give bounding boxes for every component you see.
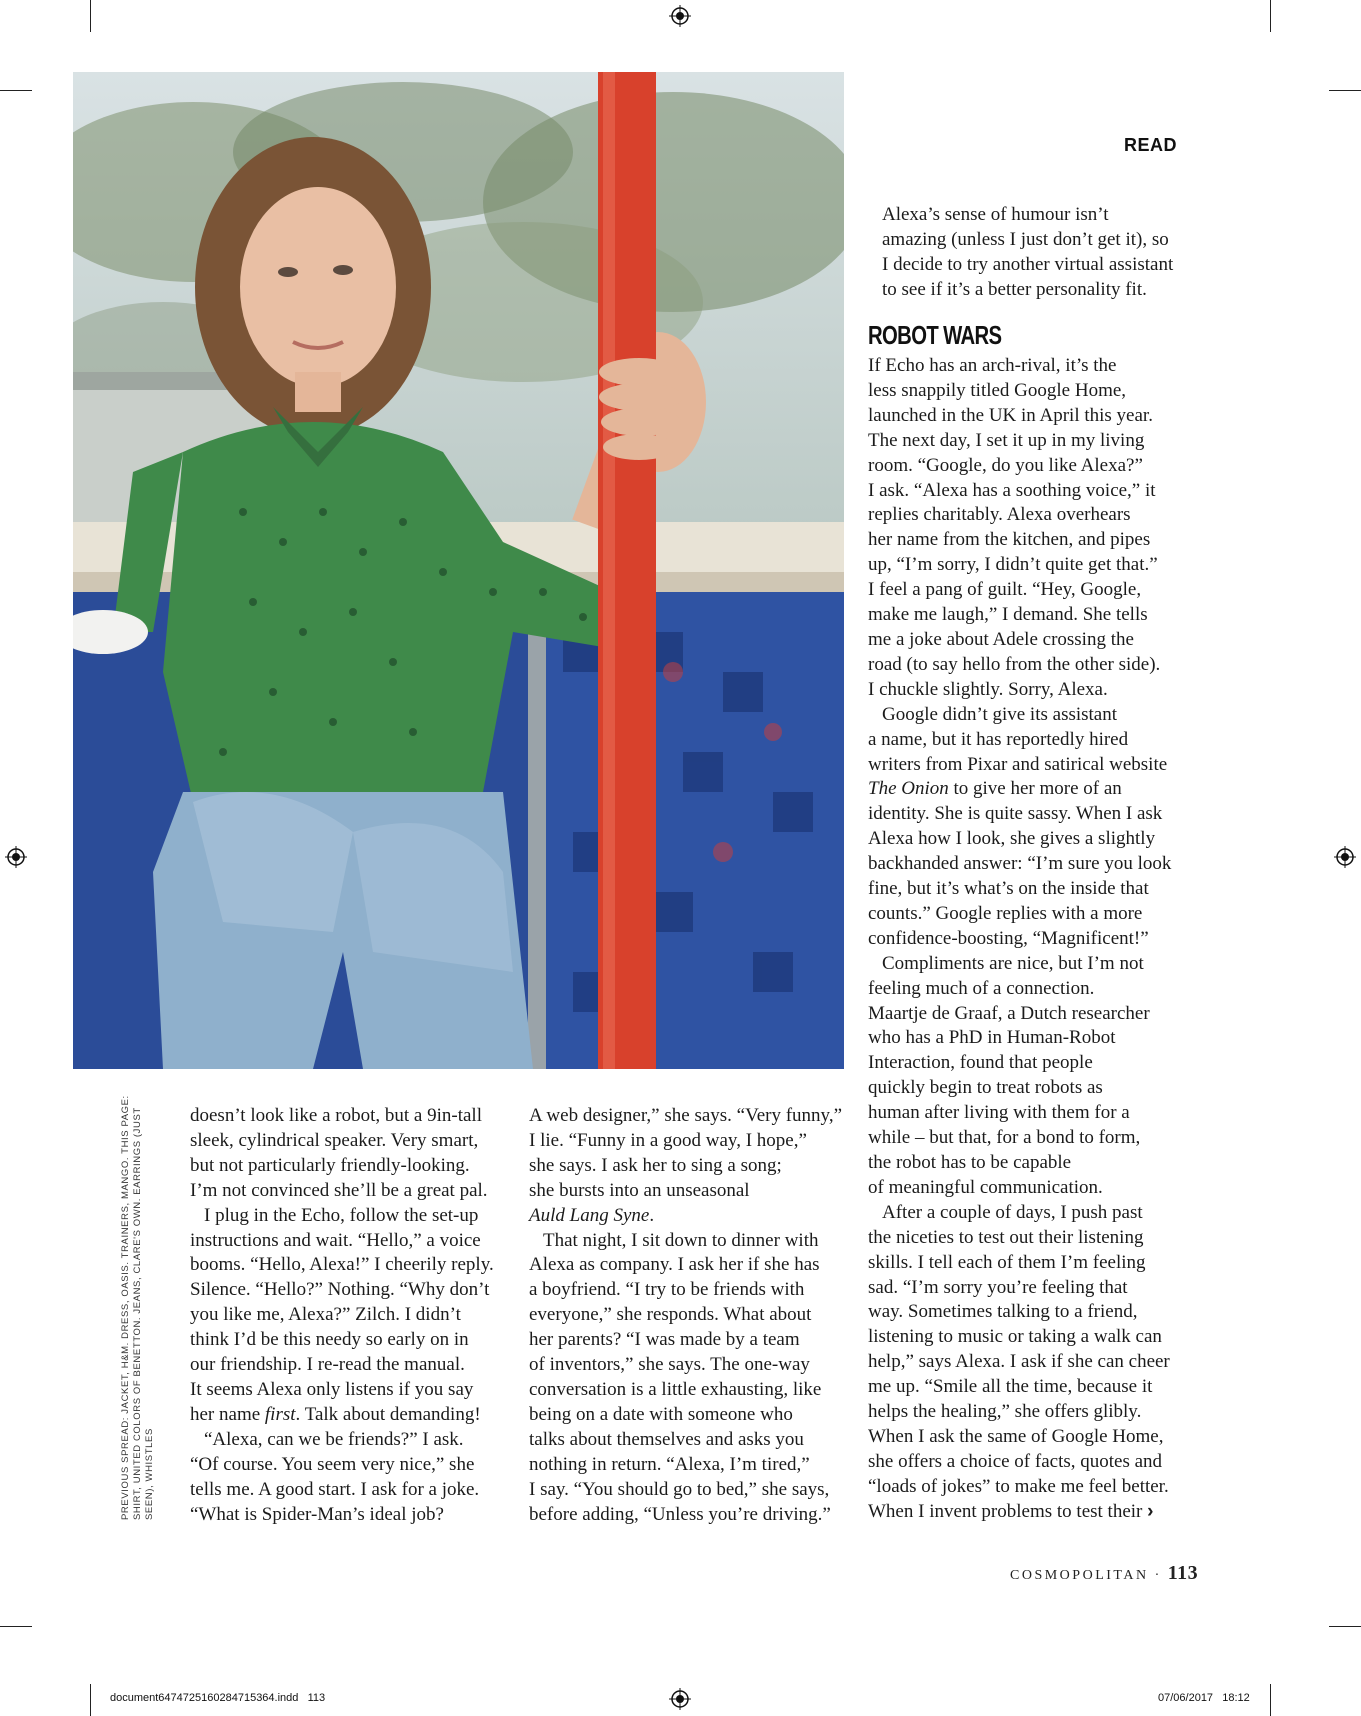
emphasis-word: first (264, 1403, 296, 1425)
text-line: a boyfriend. “I try to be friends with (529, 1279, 805, 1301)
text-line: tells me. A good start. I ask for a joke. (190, 1478, 480, 1500)
text-line: feeling much of a connection. (868, 977, 1095, 999)
text-line: Alexa’s sense of humour isn’t (882, 204, 1109, 225)
fashion-credits: PREVIOUS SPREAD: JACKET, H&M. DRESS, OASIS. TRAINERS, MANGO. THIS PAGE: SHIRT, UNITED COLORS OF BENETTON. JEANS, CLARE'S OWN. EARRINGS (JUST SEEN), WHISTLES (120, 1095, 155, 1520)
text-line: her name from the kitchen, and pipes (868, 529, 1151, 551)
text-line: before adding, “Unless you’re driving.” (529, 1503, 831, 1525)
text-line: I plug in the Echo, follow the set-up (204, 1204, 479, 1226)
text-line: booms. “Hello, Alexa!” I cheerily reply. (190, 1254, 494, 1276)
text-line: I decide to try another virtual assistant (882, 253, 1174, 275)
song-title: Auld Lang Syne (529, 1204, 650, 1226)
text-line: help,” says Alexa. I ask if she can cheer (868, 1351, 1170, 1373)
text-line: After a couple of days, I push past (882, 1201, 1143, 1223)
text-line: she says. I ask her to sing a song; (529, 1154, 782, 1176)
text-line: talks about themselves and asks you (529, 1428, 804, 1450)
registration-mark-icon (669, 5, 691, 27)
text-line: instructions and wait. “Hello,” a voice (190, 1229, 481, 1251)
text-line: you like me, Alexa?” Zilch. I didn’t (190, 1304, 461, 1326)
text-line: “Of course. You seem very nice,” she (190, 1453, 475, 1475)
text-line: less snappily titled Google Home, (868, 379, 1127, 401)
portrait-photo (73, 72, 844, 1069)
publication-title: The Onion (868, 778, 949, 800)
text-line: confidence-boosting, “Magnificent!” (868, 927, 1149, 949)
text-fragment: When I invent problems to test their (868, 1500, 1143, 1522)
text-line: Google didn’t give its assistant (882, 703, 1118, 725)
text-line: I chuckle slightly. Sorry, Alexa. (868, 678, 1108, 700)
crop-mark (90, 1684, 91, 1716)
crop-mark (90, 0, 91, 32)
text-line: human after living with them for a (868, 1102, 1130, 1124)
crop-mark (1270, 0, 1271, 32)
text-line: listening to music or taking a walk can (868, 1326, 1162, 1348)
text-line: sleek, cylindrical speaker. Very smart, (190, 1129, 479, 1151)
text-fragment: . Talk about demanding! (295, 1403, 481, 1425)
text-line: our friendship. I re-read the manual. (190, 1354, 465, 1376)
text-fragment: . (649, 1204, 655, 1226)
folio-separator: · (1154, 1568, 1162, 1583)
text-line: A web designer,” she says. “Very funny,” (529, 1105, 842, 1126)
text-line: me up. “Smile all the time, because it (868, 1376, 1153, 1398)
text-line: helps the healing,” she offers glibly. (868, 1401, 1142, 1423)
text-line: quickly begin to treat robots as (868, 1077, 1103, 1099)
text-line: up, “I’m sorry, I didn’t quite get that.” (868, 554, 1158, 576)
crop-mark (1329, 90, 1361, 91)
text-line: I feel a pang of guilt. “Hey, Google, (868, 579, 1142, 601)
crop-mark (1329, 1626, 1361, 1627)
registration-mark-icon (5, 846, 27, 868)
text-line: backhanded answer: “I’m sure you look (868, 853, 1172, 875)
text-line: I’m not convinced she’ll be a great pal. (190, 1179, 488, 1201)
text-line: counts.” Google replies with a more (868, 902, 1143, 924)
text-line: everyone,” she responds. What about (529, 1304, 812, 1326)
text-line: replies charitably. Alexa overhears (868, 504, 1131, 526)
text-line: being on a date with someone who (529, 1403, 793, 1425)
text-line: The next day, I set it up in my living (868, 429, 1145, 451)
text-line: launched in the UK in April this year. (868, 404, 1153, 426)
text-line: Silence. “Hello?” Nothing. “Why don’t (190, 1279, 490, 1301)
text-line: “What is Spider-Man’s ideal job? (190, 1503, 444, 1525)
text-line: “Alexa, can we be friends?” I ask. (204, 1428, 464, 1450)
text-line: room. “Google, do you like Alexa?” (868, 454, 1143, 476)
text-line: a name, but it has reportedly hired (868, 728, 1129, 750)
slug-date: 07/06/2017 18:12 (1158, 1692, 1250, 1704)
text-line: I say. “You should go to bed,” she says, (529, 1478, 830, 1500)
page-number: 113 (1167, 1562, 1199, 1584)
text-line: she bursts into an unseasonal (529, 1179, 750, 1201)
crop-mark (0, 1626, 32, 1627)
text-line (529, 1204, 851, 1229)
text-line: That night, I sit down to dinner with (543, 1229, 819, 1251)
text-line: her parents? “I was made by a team (529, 1329, 800, 1351)
text-line: skills. I tell each of them I’m feeling (868, 1251, 1146, 1273)
text-line: of inventors,” she says. The one-way (529, 1354, 810, 1376)
registration-mark-icon (1334, 846, 1356, 868)
article-column-right-top (868, 203, 1188, 303)
text-line (868, 1500, 1188, 1525)
text-line: fine, but it’s what’s on the inside that (868, 878, 1149, 900)
article-column-middle (529, 1104, 851, 1527)
text-line: Alexa how I look, she gives a slightly (868, 828, 1156, 850)
text-line: she offers a choice of facts, quotes and (868, 1450, 1163, 1472)
text-line: think I’d be this needy so early on in (190, 1329, 469, 1351)
text-line: If Echo has an arch-rival, it’s the (868, 355, 1117, 376)
article-column-left (190, 1104, 508, 1527)
text-line: It seems Alexa only listens if you say (190, 1378, 474, 1400)
text-line: make me laugh,” I demand. She tells (868, 604, 1148, 626)
text-line: but not particularly friendly-looking. (190, 1154, 470, 1176)
page-folio (1010, 1562, 1198, 1585)
text-line: Maartje de Graaf, a Dutch researcher (868, 1002, 1150, 1024)
text-line: Interaction, found that people (868, 1052, 1093, 1074)
text-line: When I ask the same of Google Home, (868, 1425, 1164, 1447)
text-line: road (to say hello from the other side). (868, 653, 1161, 675)
text-line: amazing (unless I just don’t get it), so (882, 228, 1169, 250)
text-line: me a joke about Adele crossing the (868, 628, 1134, 650)
text-line: Compliments are nice, but I’m not (882, 952, 1144, 974)
text-line: the niceties to test out their listening (868, 1226, 1144, 1248)
magazine-name: COSMOPOLITAN (1010, 1568, 1149, 1583)
text-line: nothing in return. “Alexa, I’m tired,” (529, 1453, 810, 1475)
text-line: writers from Pixar and satirical website (868, 753, 1168, 775)
registration-mark-icon (669, 1688, 691, 1710)
text-line: way. Sometimes talking to a friend, (868, 1301, 1138, 1323)
slug-filename: document6474725160284715364.indd 113 (110, 1692, 326, 1704)
text-line: of meaningful communication. (868, 1176, 1103, 1198)
text-line: to see if it’s a better personality fit. (882, 278, 1147, 300)
continue-arrow-icon: › (1147, 1500, 1154, 1522)
text-line: “loads of jokes” to make me feel better. (868, 1475, 1169, 1497)
text-line: I ask. “Alexa has a soothing voice,” it (868, 479, 1156, 501)
text-line: identity. She is quite sassy. When I ask (868, 803, 1163, 825)
text-line (190, 1403, 508, 1428)
crop-mark (1270, 1684, 1271, 1716)
text-line: conversation is a little exhausting, like (529, 1378, 822, 1400)
text-fragment: her name (190, 1403, 261, 1425)
text-fragment: to give her more of an (948, 778, 1122, 800)
text-line: Alexa as company. I ask her if she has (529, 1254, 820, 1276)
article-column-right (868, 354, 1188, 1525)
text-line: doesn’t look like a robot, but a 9in-tall (190, 1105, 482, 1126)
text-line: the robot has to be capable (868, 1152, 1072, 1173)
section-label: READ (1124, 135, 1178, 155)
crop-mark (0, 90, 32, 91)
text-line: who has a PhD in Human-Robot (868, 1027, 1116, 1049)
text-line: while – but that, for a bond to form, (868, 1127, 1141, 1149)
text-line (868, 777, 1188, 802)
text-line: sad. “I’m sorry you’re feeling that (868, 1276, 1128, 1298)
section-subhead: ROBOT WARS (868, 320, 1002, 350)
text-line: I lie. “Funny in a good way, I hope,” (529, 1129, 807, 1151)
